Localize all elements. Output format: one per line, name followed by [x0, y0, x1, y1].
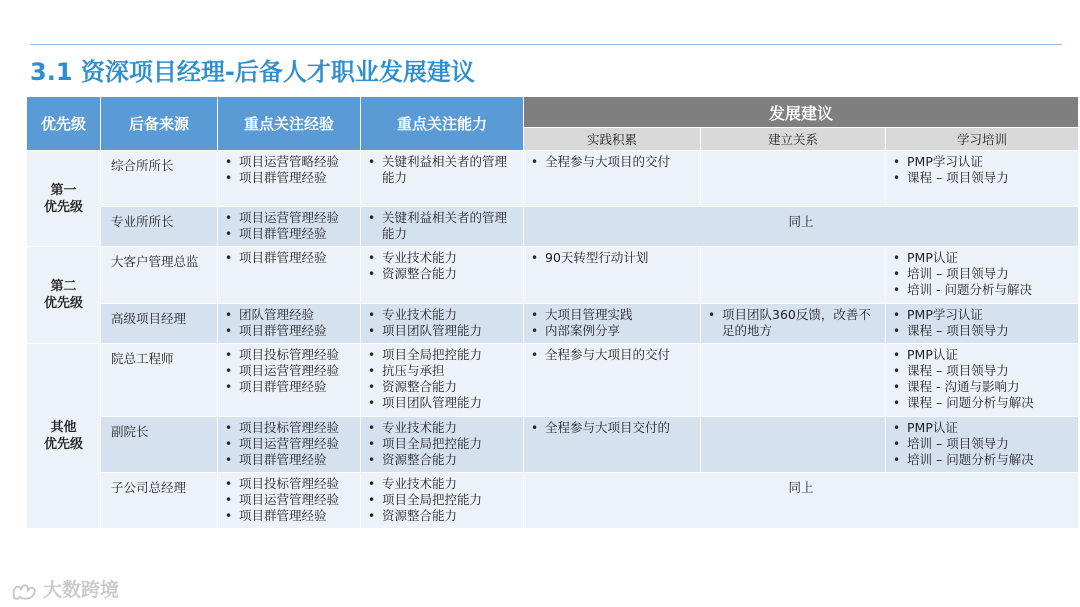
- list-item: • 抗压与承担: [382, 363, 517, 379]
- list-item: • 课程 – 项目领导力: [907, 323, 1072, 339]
- ability-cell: [361, 417, 524, 473]
- priority-group-1: [27, 151, 101, 247]
- list-item: • 项目投标管理经验: [239, 347, 354, 363]
- list-item: • 项目群管理经验: [239, 452, 354, 468]
- ability-cell: [361, 473, 524, 529]
- experience-cell: [218, 344, 361, 417]
- list-item: • 培训 – 项目领导力: [907, 436, 1072, 452]
- list-item: • 项目群管理经验: [239, 226, 354, 242]
- list-item: • 项目运营管理经验: [239, 363, 354, 379]
- training-cell: [886, 304, 1079, 344]
- list-item: • PMP认证: [907, 250, 1072, 266]
- priority-group-3: [27, 344, 101, 529]
- watermark: [10, 575, 119, 602]
- development-table: [26, 96, 1079, 529]
- list-item: • 项目运营管理经验: [239, 492, 354, 508]
- priority-label: 优先级: [43, 199, 83, 215]
- list-item: • 关键利益相关者的管理能力: [382, 154, 517, 186]
- same-as-above: 同上: [524, 207, 1079, 247]
- list-item: • 专业技术能力: [382, 476, 517, 492]
- source-cell: 副院长: [101, 417, 218, 473]
- table-row: [27, 344, 1079, 417]
- list-item: • 培训 - 问题分析与解决: [907, 282, 1072, 298]
- source-cell: 高级项目经理: [101, 304, 218, 344]
- table-row: [27, 417, 1079, 473]
- experience-cell: [218, 151, 361, 207]
- experience-cell: [218, 207, 361, 247]
- header-development: 发展建议: [524, 97, 1079, 128]
- priority-group-2: [27, 247, 101, 344]
- training-cell: [886, 247, 1079, 304]
- list-item: • 资源整合能力: [382, 508, 517, 524]
- page-title: 3.1 资深项目经理-后备人才职业发展建议: [30, 58, 475, 86]
- list-item: • PMP认证: [907, 420, 1072, 436]
- practice-cell: [524, 151, 701, 207]
- list-item: • 项目运营管理经验: [239, 436, 354, 452]
- list-item: • 资源整合能力: [382, 266, 517, 282]
- header-practice: 实践积累: [524, 128, 701, 151]
- training-cell: [886, 151, 1079, 207]
- source-cell: 专业所所长: [101, 207, 218, 247]
- list-item: • 项目运营管略经验: [239, 154, 354, 170]
- list-item: • 项目全局把控能力: [382, 492, 517, 508]
- list-item: • 培训 – 问题分析与解决: [907, 452, 1072, 468]
- experience-cell: [218, 304, 361, 344]
- ability-cell: [361, 207, 524, 247]
- list-item: • PMP学习认证: [907, 307, 1072, 323]
- list-item: • 培训 – 项目领导力: [907, 266, 1072, 282]
- relation-cell: [701, 151, 886, 207]
- source-cell: 大客户管理总监: [101, 247, 218, 304]
- list-item: • 项目团队360反馈，改善不足的地方: [722, 307, 879, 339]
- ability-cell: [361, 151, 524, 207]
- list-item: • 项目群管理经验: [239, 323, 354, 339]
- list-item: • 资源整合能力: [382, 452, 517, 468]
- list-item: • 团队管理经验: [239, 307, 354, 323]
- list-item: • PMP认证: [907, 347, 1072, 363]
- list-item: • 课程 – 项目领导力: [907, 363, 1072, 379]
- table-row: [27, 304, 1079, 344]
- watermark-text: 大数跨境: [43, 579, 120, 601]
- header-relation: 建立关系: [701, 128, 886, 151]
- list-item: • 项目运营管理经验: [239, 210, 354, 226]
- practice-cell: [524, 247, 701, 304]
- header-experience: 重点关注经验: [218, 97, 361, 151]
- list-item: • 资源整合能力: [382, 379, 517, 395]
- list-item: • 项目团队管理能力: [382, 395, 517, 411]
- training-cell: [886, 417, 1079, 473]
- ability-cell: [361, 247, 524, 304]
- list-item: • 专业技术能力: [382, 420, 517, 436]
- title-rule: [30, 44, 1062, 45]
- list-item: • 项目全局把控能力: [382, 347, 517, 363]
- list-item: • 项目群管理经验: [239, 170, 354, 186]
- list-item: • 课程 - 沟通与影响力: [907, 379, 1072, 395]
- same-as-above: 同上: [524, 473, 1079, 529]
- relation-cell: [701, 417, 886, 473]
- list-item: • 全程参与大项目交付的: [545, 420, 694, 436]
- header-priority: 优先级: [27, 97, 101, 151]
- list-item: • 大项目管理实践: [545, 307, 694, 323]
- list-item: • 全程参与大项目的交付: [545, 154, 694, 170]
- list-item: • 专业技术能力: [382, 250, 517, 266]
- list-item: • 项目投标管理经验: [239, 476, 354, 492]
- priority-label: 优先级: [43, 296, 83, 311]
- training-cell: [886, 344, 1079, 417]
- list-item: • 项目团队管理能力: [382, 323, 517, 339]
- list-item: • 项目全局把控能力: [382, 436, 517, 452]
- header-ability: 重点关注能力: [361, 97, 524, 151]
- list-item: • 课程 – 问题分析与解决: [907, 395, 1072, 411]
- list-item: • 项目群管理经验: [239, 379, 354, 395]
- priority-label: 其他: [50, 420, 77, 435]
- table-row: [27, 473, 1079, 529]
- priority-label: 第一: [50, 182, 77, 198]
- experience-cell: [218, 473, 361, 529]
- list-item: • 课程 – 项目领导力: [907, 170, 1072, 186]
- table-row: [27, 207, 1079, 247]
- priority-label: 优先级: [43, 437, 83, 452]
- priority-label: 第二: [50, 279, 77, 294]
- table-row: [27, 247, 1079, 304]
- list-item: • 项目群管理经验: [239, 508, 354, 524]
- watermark-logo-icon: [10, 580, 40, 602]
- practice-cell: [524, 304, 701, 344]
- source-cell: 综合所所长: [101, 151, 218, 207]
- ability-cell: [361, 344, 524, 417]
- list-item: • 内部案例分享: [545, 323, 694, 339]
- list-item: • 项目群管理经验: [239, 250, 354, 266]
- list-item: • 项目投标管理经验: [239, 420, 354, 436]
- table-row: [27, 151, 1079, 207]
- ability-cell: [361, 304, 524, 344]
- list-item: • 专业技术能力: [382, 307, 517, 323]
- experience-cell: [218, 417, 361, 473]
- list-item: • 90天转型行动计划: [545, 250, 694, 266]
- list-item: • 全程参与大项目的交付: [545, 347, 694, 363]
- experience-cell: [218, 247, 361, 304]
- relation-cell: [701, 247, 886, 304]
- relation-cell: [701, 304, 886, 344]
- list-item: • PMP学习认证: [907, 154, 1072, 170]
- header-training: 学习培训: [886, 128, 1079, 151]
- source-cell: 子公司总经理: [101, 473, 218, 529]
- header-source: 后备来源: [101, 97, 218, 151]
- relation-cell: [701, 344, 886, 417]
- list-item: • 关键利益相关者的管理能力: [382, 210, 517, 242]
- source-cell: 院总工程师: [101, 344, 218, 417]
- practice-cell: [524, 344, 701, 417]
- practice-cell: [524, 417, 701, 473]
